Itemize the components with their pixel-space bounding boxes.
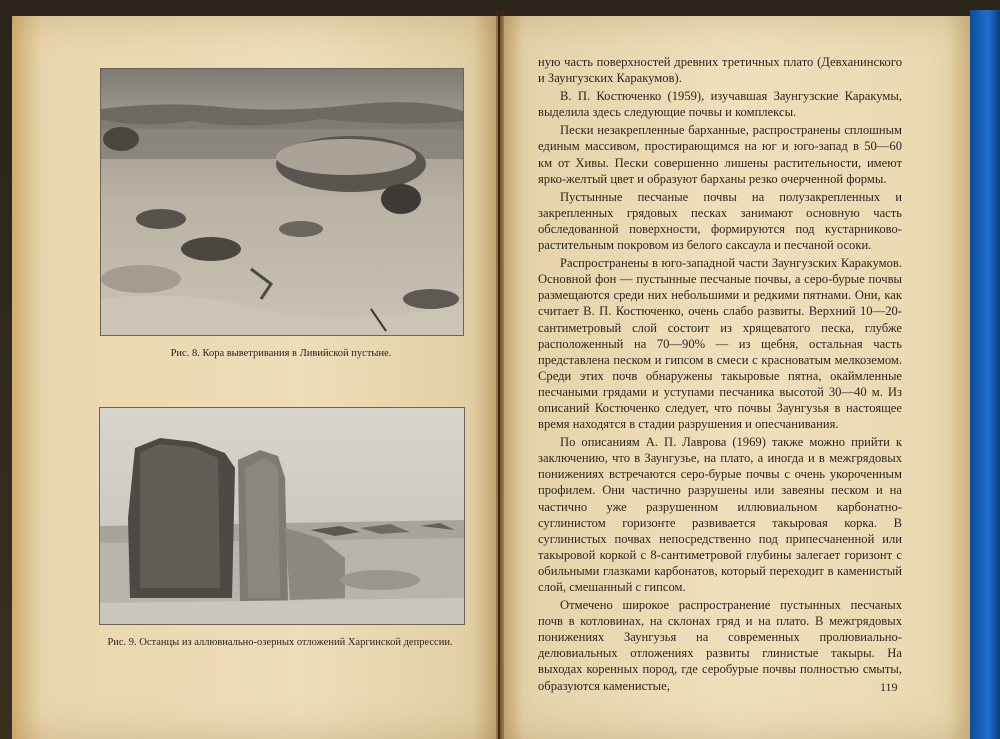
figure-9-photo bbox=[99, 407, 465, 625]
paragraph: Отмечено широкое распространение пустынных песчаных почв в котловинах, на склонах гряд и на плато. В межгрядовых понижениях Заунгузья на современных пролювиально-делювиальных отложениях развиты глинистые такыры. На выходах коренных пород, где серобурые почвы полностью смыты, образуются каменистые, bbox=[538, 598, 902, 693]
paragraph-continued: ную часть поверхностей древних третичных плато (Девханинского и Заунгузских Каракумов). bbox=[538, 55, 902, 86]
paragraph: Пустынные песчаные почвы на полузакрепленных и закрепленных грядовых песках занимают основную часть обследованной поверхности, формируются под кустарниково-растительным покровом из белого саксаула и песчаной осоки. bbox=[538, 189, 902, 253]
book-cover-edge bbox=[970, 10, 1000, 739]
figure-8-caption: Рис. 8. Кора выветривания в Ливийской пустыне. bbox=[170, 348, 392, 359]
paragraph: Распространены в юго-западной части Заунгузских Каракумов. Основной фон — пустынные песчаные почвы, а серо-бурые почвы размещаются среди них небольшими и редкими пятнами. Они, как считает В. П. Костюченко, очень слабо развиты. Верхний 10—20-сантиметровый слой состоит из хрящеватого песка, глубже расположенный на 70—90% — из щебня, остальная часть представлена песком и гипсом в смеси с красноватым мелкоземом. Среди этих почв обнаружены такыровые пятна, окаймленные песчаными грядами и уступами песчаника высотой 30—40 м. Из описаний Костюченко следует, что почвы Заунгузья в настоящее время находятся в стадии разрушения и опесчанивания. bbox=[538, 256, 902, 432]
book-spine bbox=[496, 10, 504, 739]
remnant-rocks-image bbox=[100, 408, 464, 624]
paragraph: По описаниям А. П. Лаврова (1969) также можно прийти к заключению, что в Заунгузье, на плато, а иногда и в межгрядовых понижениях встречаются серо-бурые почвы с очень укороченным профилем. Они частично разрушены или завеяны песком и на частично уже разрушенном иллювиальном карбонатно-суглинистом горизонте развивается такыровая корка. В суглинистых почвах непосредственно под припесчаненной или такыровой коркой с 8-сантиметровой глубины залегает горизонт с обильными глазками карбонатов, который переходит в каменистый слой, смешанный с гипсом. bbox=[538, 435, 902, 594]
figure-8-photo bbox=[100, 68, 464, 336]
figure-9-caption: Рис. 9. Останцы из аллювиально-озерных отложений Харгинской депрессии. bbox=[107, 637, 453, 648]
main-text-column bbox=[538, 54, 902, 694]
weathering-crust-image bbox=[101, 69, 463, 335]
paragraph: Пески незакрепленные барханные, распространены сплошным единым массивом, простирающимся на юг и юго-запад в 50—60 км от Хивы. Пески совершенно лишены растительности, имеют ярко-желтый цвет и образуют барханы резко очерченной формы. bbox=[538, 123, 902, 186]
paragraph: В. П. Костюченко (1959), изучавшая Заунгузские Каракумы, выделила здесь следующие почвы и комплексы. bbox=[538, 89, 902, 120]
page-number: 119 bbox=[880, 680, 898, 694]
